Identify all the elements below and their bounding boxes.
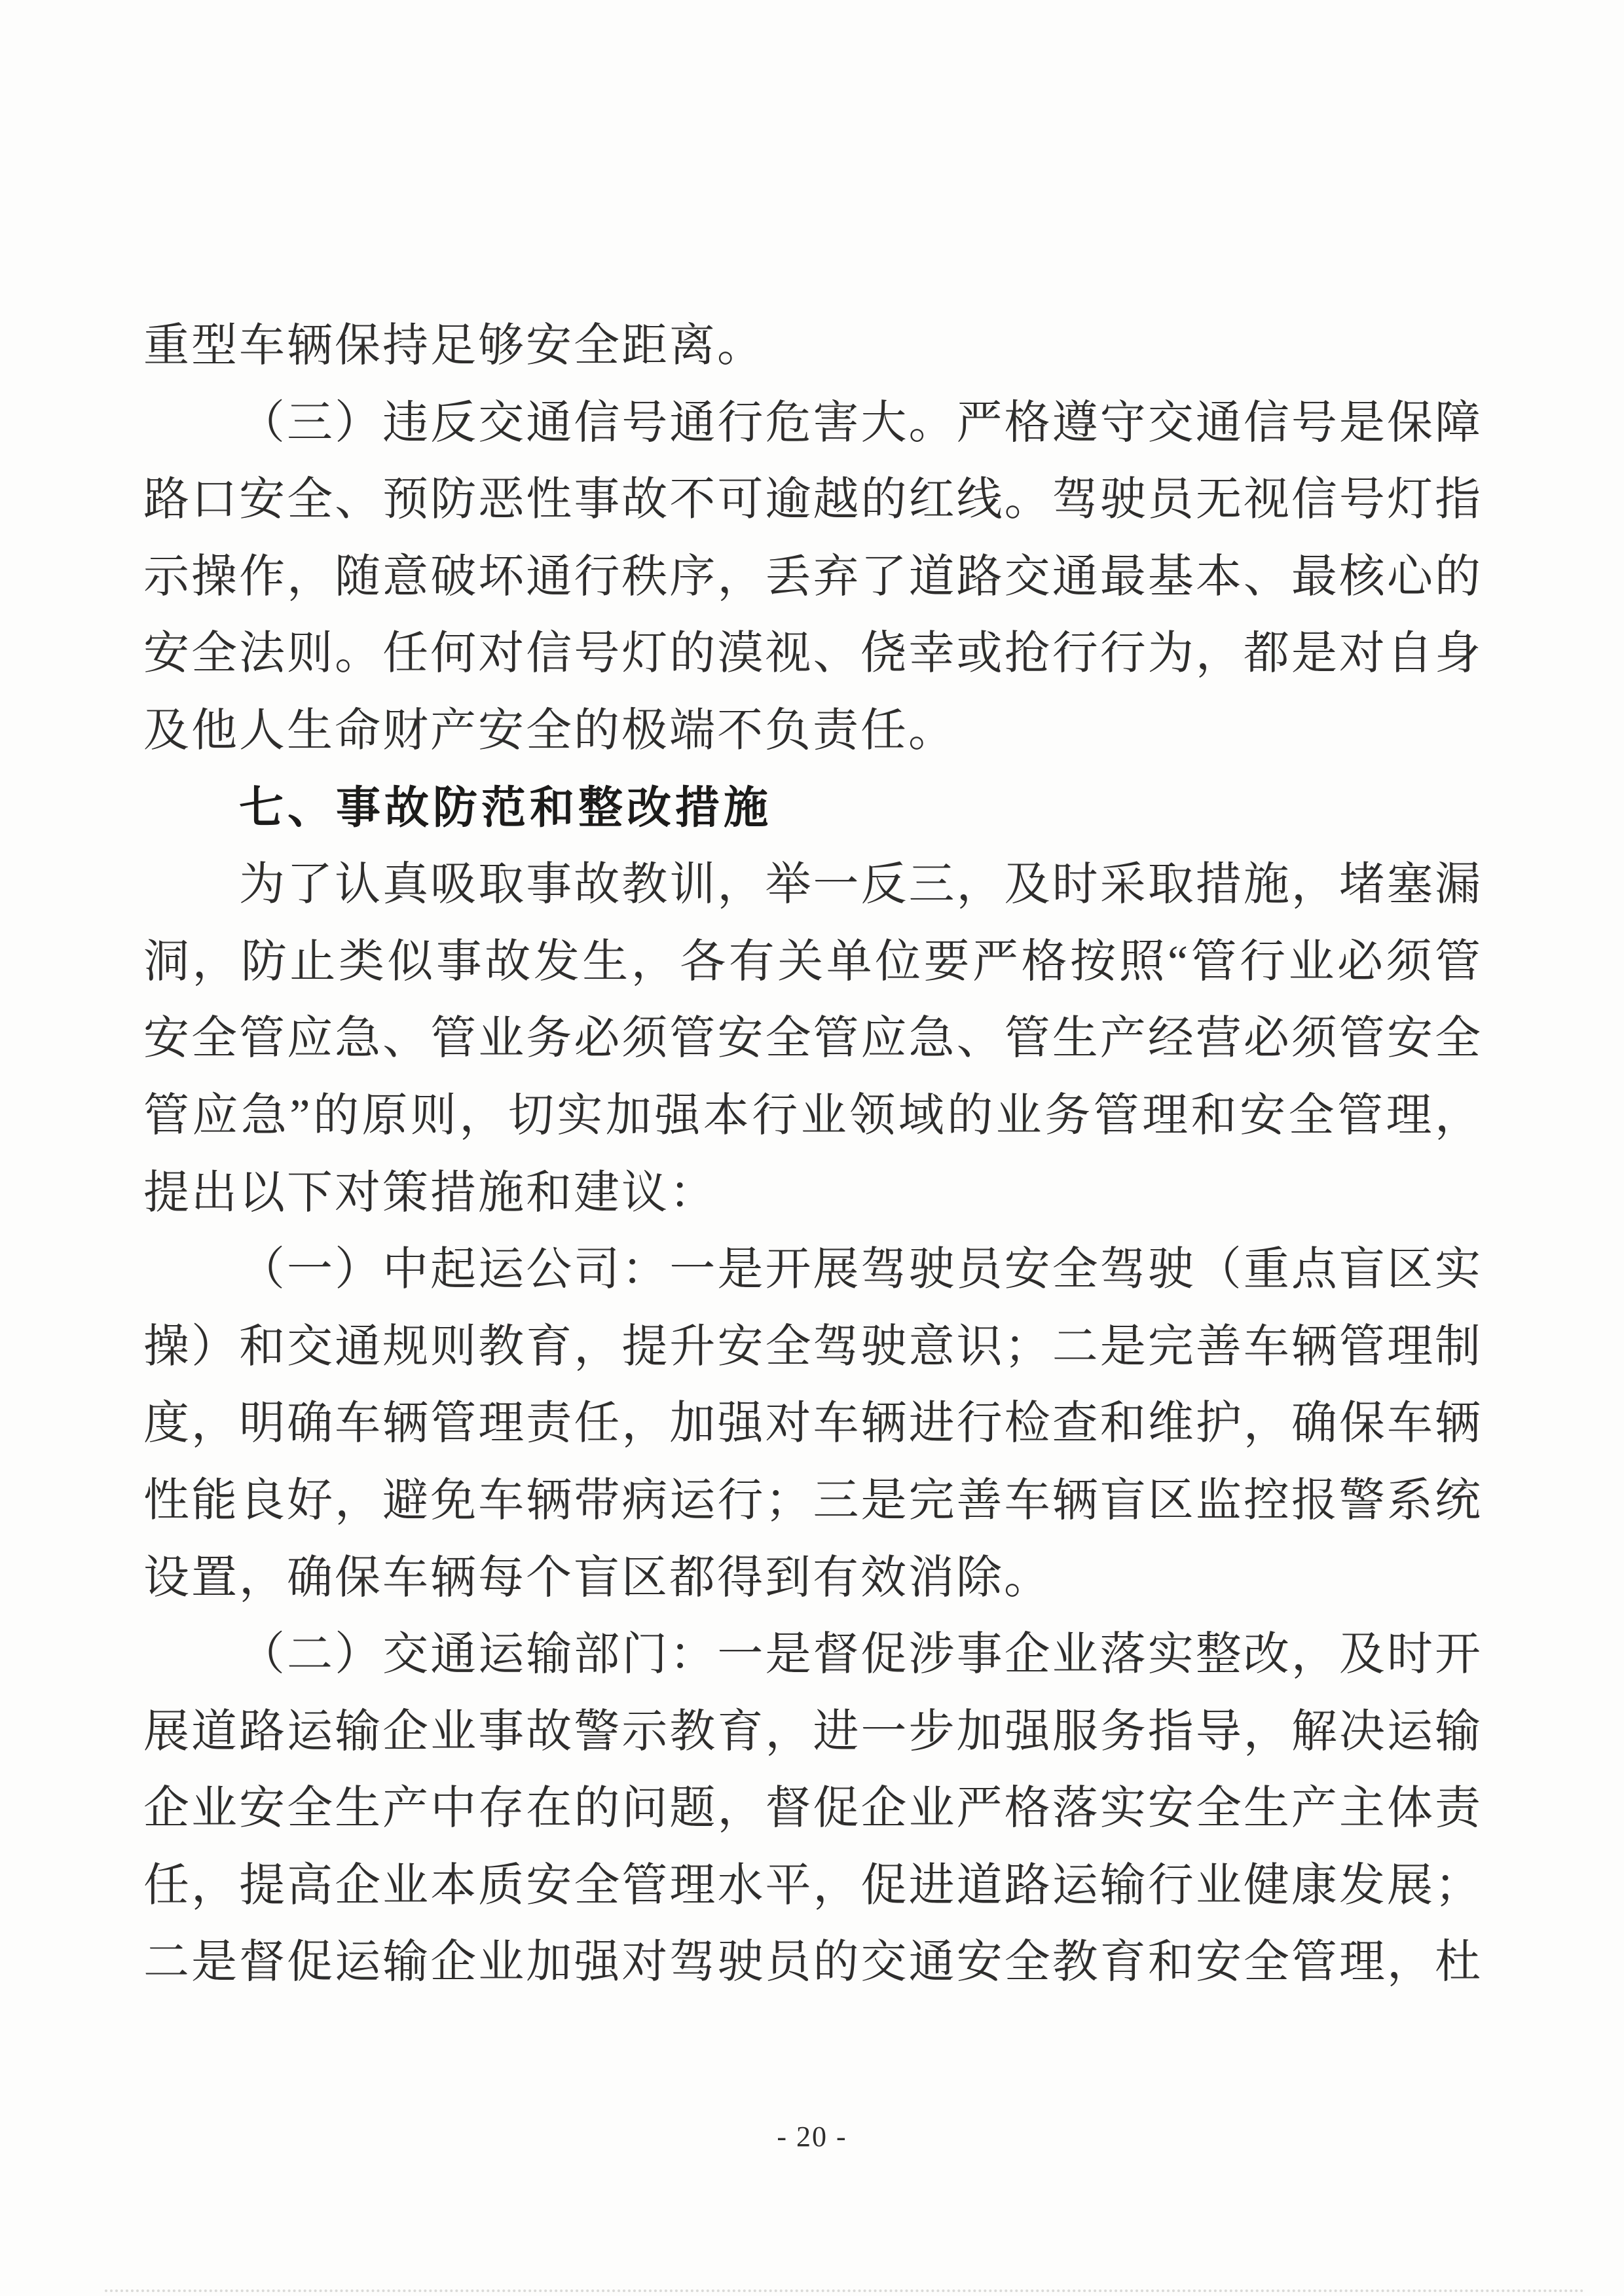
section-heading: 七、事故防范和整改措施	[239, 782, 773, 834]
text-line: 提出以下对策措施和建议：	[143, 1167, 717, 1218]
text-line: 操）和交通规则教育，提升安全驾驶意识；二是完善车辆管理制	[143, 1321, 1481, 1372]
text-line: 安全管应急、管业务必须管安全管应急、管生产经营必须管安全	[143, 1013, 1481, 1065]
text-line: 洞，防止类似事故发生，各有关单位要严格按照“管行业必须管	[143, 936, 1481, 987]
text-line: 重型车辆保持足够安全距离。	[143, 321, 765, 371]
text-line: 展道路运输企业事故警示教育，进一步加强服务指导，解决运输	[143, 1706, 1481, 1757]
page-number: - 20 -	[777, 2121, 847, 2153]
text-line: 路口安全、预防恶性事故不可逾越的红线。驾驶员无视信号灯指	[143, 475, 1481, 526]
text-line: 度，明确车辆管理责任，加强对车辆进行检查和维护，确保车辆	[143, 1398, 1481, 1449]
text-line: （一）中起运公司：一是开展驾驶员安全驾驶（重点盲区实	[239, 1245, 1481, 1296]
text-line: 二是督促运输企业加强对驾驶员的交通安全教育和安全管理，杜	[143, 1937, 1481, 1988]
text-line: 任，提高企业本质安全管理水平，促进道路运输行业健康发展；	[143, 1860, 1481, 1911]
text-line: （二）交通运输部门：一是督促涉事企业落实整改，及时开	[239, 1630, 1481, 1681]
text-line: 性能良好，避免车辆带病运行；三是完善车辆盲区监控报警系统	[143, 1475, 1481, 1526]
scan-edge-artifact	[105, 2289, 1585, 2292]
text-line: （三）违反交通信号通行危害大。严格遵守交通信号是保障	[239, 397, 1481, 448]
text-line: 安全法则。任何对信号灯的漠视、侥幸或抢行行为，都是对自身	[143, 629, 1481, 680]
text-line: 管应急”的原则，切实加强本行业领域的业务管理和安全管理，	[143, 1090, 1481, 1141]
text-line: 企业安全生产中存在的问题，督促企业严格落实安全生产主体责	[143, 1783, 1481, 1834]
text-line: 为了认真吸取事故教训，举一反三，及时采取措施，堵塞漏	[239, 860, 1481, 911]
text-line: 设置，确保车辆每个盲区都得到有效消除。	[143, 1552, 1052, 1603]
document-body	[143, 308, 1481, 2001]
text-line: 及他人生命财产安全的极端不负责任。	[143, 705, 956, 756]
text-line: 示操作，随意破坏通行秩序，丢弃了道路交通最基本、最核心的	[143, 551, 1481, 602]
